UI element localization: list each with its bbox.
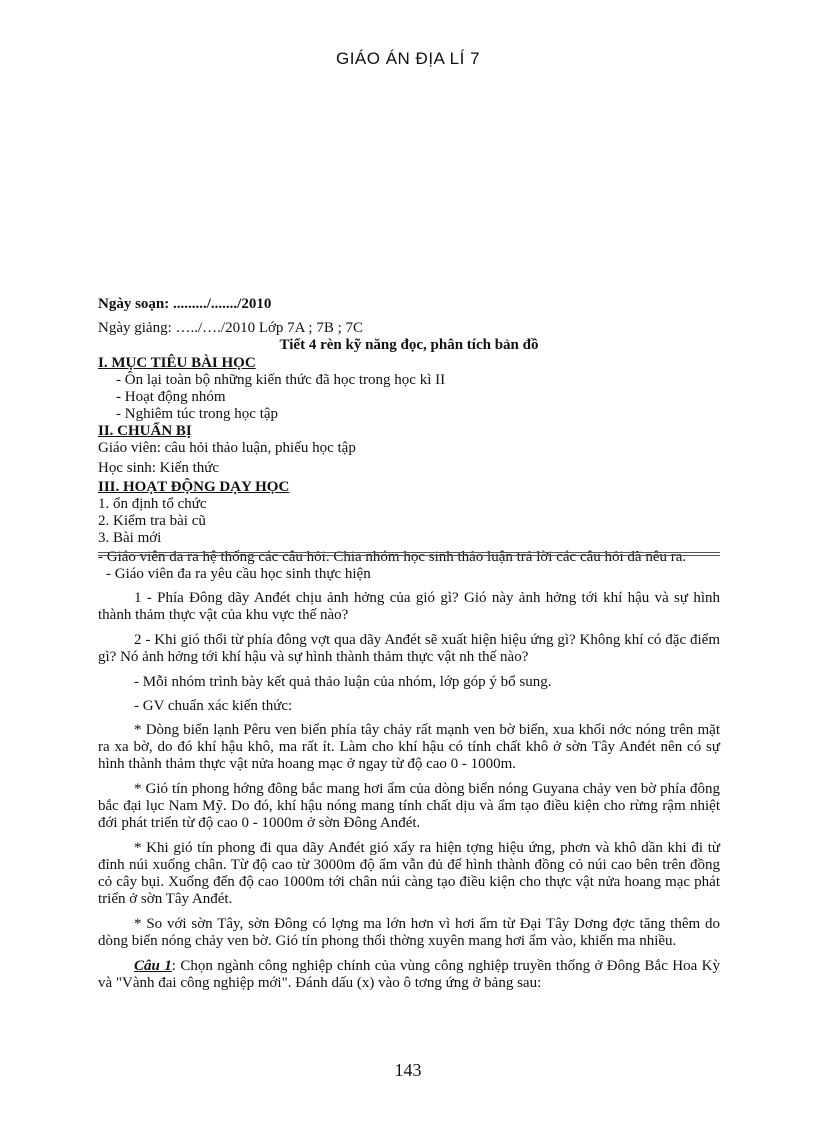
question-text: : Chọn ngành công nghiệp chính của vùng công nghiệp truyền thống ở Đông Bắc Hoa Kỳ và "Vành đai công nghiệp mới". Đánh dấu (x) vào ô tơng ứng ở bảng sau: [98, 958, 720, 991]
section2-heading: II. CHUẨN BỊ [98, 423, 192, 439]
ngay-soan: Ngày soạn: ........./......./2010 [98, 296, 272, 312]
section1-item: - Nghiêm túc trong học tập [116, 406, 279, 422]
body-p5: * Dòng biển lạnh Pêru ven biển phía tây chảy rất mạnh ven bờ biển, xua khối nớc nóng trên mặt ra xa bờ, do đó khí hậu khô, ma rất ít. Làm cho khí hậu có tính chất khô ở sờn Tây Anđét nên có sự hình thành thảm thực vật nửa hoang mạc ở ngay từ độ cao 0 - 1000m. [98, 722, 720, 772]
body-p4: - GV chuẩn xác kiến thức: [134, 698, 293, 714]
lesson-meta [98, 296, 720, 354]
body-p3: - Mỗi nhóm trình bày kết quả thảo luận của nhóm, lớp góp ý bổ sung. [134, 674, 552, 690]
body-p0: - Giáo viên đa ra yêu cầu học sinh thực hiện [106, 566, 371, 582]
double-rule-divider [98, 552, 720, 556]
page-number: 143 [394, 1060, 422, 1080]
section3-item: 3. Bài mới [98, 530, 162, 546]
page-header: GIÁO ÁN ĐỊA LÍ 7 [335, 49, 481, 68]
question-label: Câu 1 [134, 958, 172, 974]
section3-item: 1. ổn định tổ chức [98, 496, 207, 512]
question-1 [98, 958, 720, 992]
section1-item: - Ôn lại toàn bộ những kiến thức đã học trong học kì II [116, 372, 446, 388]
body-p2: 2 - Khi gió thổi từ phía đông vợt qua dãy Anđét sẽ xuất hiện hiệu ứng gì? Không khí có đặc điểm gì? Nó ảnh hởng tới khí hậu và sự hình thành thảm thực vật nh thế nào? [98, 632, 720, 665]
section-objectives [98, 355, 720, 566]
body-p6: * Gió tín phong hớng đông bắc mang hơi ẩm của dòng biển nóng Guyana chảy ven bờ phía đông bắc đại lục Nam Mỹ. Do đó, khí hậu nóng mang tính chất dịu và ẩm tạo điều kiện cho rừng rậm nhiệt đới phát triển từ độ cao 0 - 1000m ở sờn Đông Anđét. [98, 781, 720, 831]
lesson-body [98, 566, 720, 992]
section2-item: Học sinh: Kiến thức [98, 460, 220, 476]
body-p1: 1 - Phía Đông dãy Anđét chịu ảnh hởng của gió gì? Gió này ảnh hởng tới khí hậu và sự hình thành thảm thực vật của khu vực thế nào? [98, 590, 720, 623]
section3-heading: III. HOẠT ĐỘNG DẠY HỌC [98, 479, 290, 495]
section1-heading: I. MỤC TIÊU BÀI HỌC [98, 355, 256, 371]
ngay-giang: Ngày giảng: …../…./2010 Lớp 7A ; 7B ; 7C [98, 320, 364, 336]
body-p7: * Khi gió tín phong đi qua dãy Anđét gió xẩy ra hiện tợng hiệu ứng, phơn và khô dần khi đi từ đỉnh núi xuống chân. Từ độ cao từ 3000m độ ẩm vẫn đủ để hình thành đồng cỏ núi cao bên trên đồng cỏ cây bụi. Xuống đến độ cao 1000m tới chân núi càng tạo điều kiện cho thực vật nửa hoang mạc phát triển ở sờn Tây Anđét. [98, 840, 720, 907]
section2-item: Giáo viên: câu hỏi thảo luận, phiếu học tập [98, 440, 356, 456]
section3-intro: - Giáo viên đa ra hệ thống các câu hỏi. Chia nhóm học sinh thảo luận trả lời các câu hỏi đã nêu ra. [98, 549, 687, 565]
section1-item: - Hoạt động nhóm [116, 389, 226, 405]
body-p8: * So với sờn Tây, sờn Đông có lợng ma lớn hơn vì hơi ẩm từ Đại Tây Dơng đợc tăng thêm do dòng biển nóng chảy ven bờ. Gió tín phong thổi thờng xuyên mang hơi ẩm vào, khiến ma nhiều. [98, 916, 720, 949]
section3-item: 2. Kiểm tra bài cũ [98, 513, 206, 529]
lesson-title: Tiết 4 rèn kỹ năng đọc, phân tích bản đồ [279, 337, 539, 353]
